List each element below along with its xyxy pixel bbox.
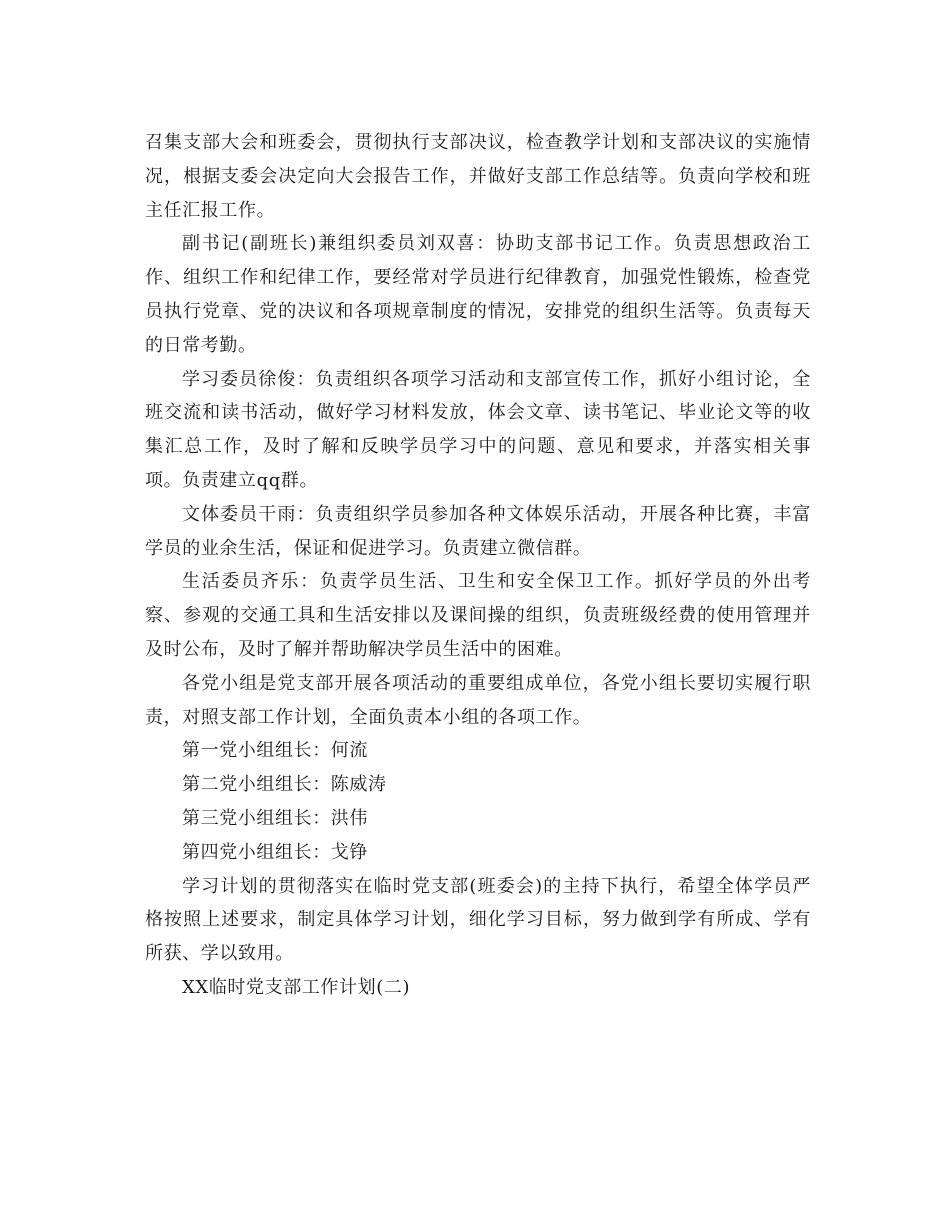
paragraph-life-committee: 生活委员齐乐：负责学员生活、卫生和安全保卫工作。抓好学员的外出考察、参观的交通工具和生活安排以及课间操的组织，负责班级经费的使用管理并及时公布，及时了解并帮助解决学员生活中的困难。 [145, 571, 811, 660]
group-leader-3: 第三党小组组长：洪伟 [182, 807, 368, 829]
group-leader-2: 第二党小组组长：陈威涛 [182, 774, 387, 796]
paragraph-study-committee: 学习委员徐俊：负责组织各项学习活动和支部宣传工作，抓好小组讨论，全班交流和读书活动，做好学习材料发放，体会文章、读书笔记、毕业论文等的收集汇总工作，及时了解和反映学员学习中的问题、意见和要求，并落实相关事项。负责建立qq群。 [145, 368, 811, 491]
paragraph-deputy-secretary: 副书记(副班长)兼组织委员刘双喜：协助支部书记工作。负责思想政治工作、组织工作和纪律工作，要经常对学员进行纪律教育，加强党性锻炼，检查党员执行党章、党的决议和各项规章制度的情况，安排党的组织生活等。负责每天的日常考勤。 [145, 233, 811, 356]
paragraph-party-groups: 各党小组是党支部开展各项活动的重要组成单位，各党小组长要切实履行职责，对照支部工作计划，全面负责本小组的各项工作。 [145, 672, 811, 728]
paragraph-implementation: 学习计划的贯彻落实在临时党支部(班委会)的主持下执行，希望全体学员严格按照上述要求，制定具体学习计划，细化学习目标，努力做到学有所成、学有所获、学以致用。 [145, 875, 811, 965]
section-heading: XX临时党支部工作计划(二) [182, 976, 411, 998]
group-leader-1: 第一党小组组长：何流 [182, 740, 368, 762]
paragraph-culture-committee: 文体委员干雨：负责组织学员参加各种文体娱乐活动，开展各种比赛，丰富学员的业余生活，保证和促进学习。负责建立微信群。 [145, 503, 811, 559]
group-leader-4: 第四党小组组长：戈铮 [182, 841, 368, 863]
document-body [145, 126, 811, 1005]
paragraph-continuation: 召集支部大会和班委会，贯彻执行支部决议，检查教学计划和支部决议的实施情况，根据支委会决定向大会报告工作，并做好支部工作总结等。负责向学校和班主任汇报工作。 [145, 132, 811, 221]
